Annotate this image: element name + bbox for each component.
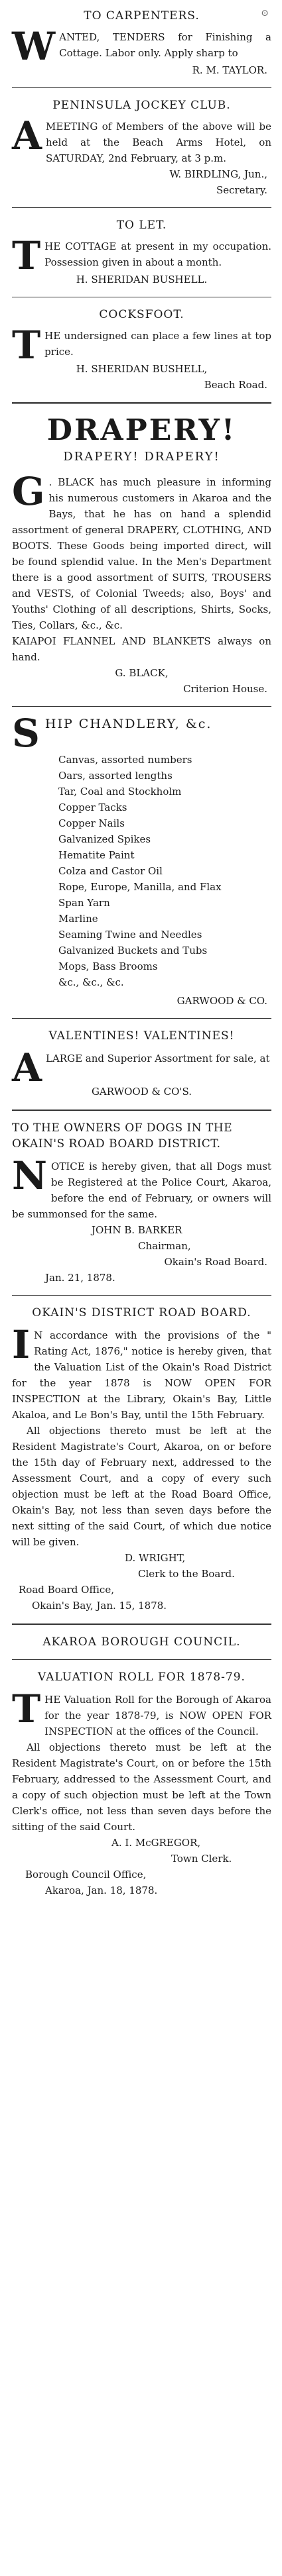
divider <box>12 1623 271 1625</box>
list-item: Rope, Europe, Manilla, and Flax <box>58 881 222 893</box>
ad-signature: H. SHERIDAN BUSHELL. <box>76 274 208 285</box>
ad-subheading: VALUATION ROLL FOR 1878-79. <box>38 1671 246 1684</box>
ad-signature: G. BLACK, <box>115 667 169 679</box>
ad-heading: VALENTINES! VALENTINES! <box>48 1029 235 1043</box>
ad-body: MEETING of Members of the above will be held at the Beach Arms Hotel, on SATURDAY, 2nd February, at 3 p.m. <box>46 121 271 164</box>
dropcap: S <box>12 711 41 756</box>
ad-signature-title: Chairman, <box>138 1240 191 1252</box>
dropcap: T <box>12 1686 41 1731</box>
ad-signature: H. SHERIDAN BUSHELL, <box>76 363 208 375</box>
ad-heading: HIP CHANDLERY, &c. <box>44 717 212 731</box>
list-item: &c., &c., &c. <box>58 976 124 988</box>
list-item: Copper Tacks <box>58 801 127 813</box>
ad-body: ANTED, TENDERS for Finishing a Cottage. Labor only. Apply sharp to <box>59 31 271 59</box>
ad-body: OTICE is hereby given, that all Dogs must be Registered at the Police Court, Akaroa, before the end of February, or owners will be summonsed for the same. <box>12 1160 271 1220</box>
list-item: Seaming Twine and Needles <box>58 929 202 941</box>
ad-heading: COCKSFOOT. <box>99 308 184 321</box>
ad-body: HE Valuation Roll for the Borough of Akaroa for the year 1878-79, is NOW OPEN FOR INSPECTION at the offices of the Council. <box>44 1694 271 1737</box>
ad-to-let <box>12 217 271 287</box>
corner-mark-icon: ⊙ <box>261 8 269 19</box>
ad-title: DRAPERY! <box>46 413 237 447</box>
ad-office: Road Board Office, <box>19 1584 114 1596</box>
ad-cocksfoot <box>12 307 271 393</box>
ad-heading: AKAROA BOROUGH COUNCIL. <box>42 1635 241 1649</box>
ad-body-kaiapoi: KAIAPOI FLANNEL AND BLANKETS always on hand. <box>12 635 271 663</box>
ad-body: HE COTTAGE at present in my occupation. Possession given in about a month. <box>44 240 271 268</box>
ad-signature-title: Clerk to the Board. <box>138 1568 235 1580</box>
dropcap: A <box>12 113 42 158</box>
list-item: Copper Nails <box>58 817 125 829</box>
list-item: Tar, Coal and Stockholm <box>58 786 182 798</box>
ad-signature-title: Town Clerk. <box>171 1853 232 1865</box>
ad-signature: GARWOOD & CO. <box>176 995 267 1007</box>
list-item: Colza and Castor Oil <box>58 865 163 877</box>
ad-signature: JOHN B. BARKER <box>92 1224 182 1236</box>
dropcap: A <box>12 1045 42 1090</box>
dropcap: G <box>12 469 45 514</box>
ad-dog-owners <box>12 1120 271 1286</box>
ad-signature: A. I. McGREGOR, <box>111 1837 201 1849</box>
ad-body-2: All objections thereto must be left at the Resident Magistrate's Court, Akaroa, on or before the 15th day of February next, addressed to the Assessment Court, and a copy of every such objection must be left at the Road Board Office, Okain's Bay, not less than seven days before the next sitting of the said Court, of which due notice will be given. <box>12 1425 271 1548</box>
ad-heading: TO CARPENTERS. <box>84 9 200 23</box>
dropcap: W <box>12 24 56 69</box>
list-item: Mops, Bass Brooms <box>58 960 158 972</box>
list-item: Canvas, assorted numbers <box>58 754 192 766</box>
divider <box>12 1659 271 1660</box>
dropcap: T <box>12 323 41 368</box>
ad-body-2: All objections thereto must be left at the Resident Magistrate's Court, on or before the 15th February, addressed to the Assessment Court, and a copy of such objection must be left at the Town Clerk's office, not less than seven days before the sitting of the said Court. <box>12 1741 271 1833</box>
ad-address: Beach Road. <box>204 379 267 391</box>
ad-office-date: Okain's Bay, Jan. 15, 1878. <box>32 1600 167 1612</box>
list-item: Galvanized Spikes <box>58 833 151 845</box>
divider <box>12 1295 271 1296</box>
list-item: Marline <box>58 913 98 925</box>
ad-signature: D. WRIGHT, <box>125 1552 186 1564</box>
ad-okains-road-board <box>12 1305 271 1614</box>
divider <box>12 87 271 88</box>
ad-date: Jan. 21, 1878. <box>45 1272 115 1284</box>
ad-carpenters <box>12 8 271 78</box>
ad-address: Criterion House. <box>183 683 267 695</box>
list-item: Oars, assorted lengths <box>58 770 173 782</box>
ad-heading: PENINSULA JOCKEY CLUB. <box>52 99 231 112</box>
ad-office-date: Akaroa, Jan. 18, 1878. <box>45 1884 158 1896</box>
dropcap: I <box>12 1322 31 1367</box>
ad-jockey-club <box>12 97 271 198</box>
list-item: Span Yarn <box>58 897 110 909</box>
ad-signature: R. M. TAYLOR. <box>192 64 267 76</box>
ad-body: . BLACK has much pleasure in informing his numerous customers in Akaroa and the Bays, that he has on hand a splendid assortment of general DRAPERY, CLOTHING, AND BOOTS. These Goods being imported direct, will be found splendid value. In the Men's Department there is a good assortment of SUITS, TROUSERS and VESTS, of Colonial Tweeds; also, Boys' and Youths' Clothing of all descriptions, Shirts, Socks, Ties, Collars, &c., &c. <box>12 476 271 631</box>
ad-drapery <box>12 413 271 697</box>
divider <box>12 1018 271 1019</box>
dropcap: N <box>12 1153 48 1198</box>
ad-signature-title: Secretary. <box>216 184 267 196</box>
ad-body: HE undersigned can place a few lines at top price. <box>44 330 271 358</box>
divider <box>12 207 271 208</box>
ad-signature: W. BIRDLING, Jun., <box>169 168 267 180</box>
list-item: Hematite Paint <box>58 849 135 861</box>
ad-body: LARGE and Superior Assortment for sale, at <box>46 1053 270 1064</box>
ad-heading: OKAIN'S DISTRICT ROAD BOARD. <box>32 1306 251 1319</box>
list-item: Galvanized Buckets and Tubs <box>58 945 208 956</box>
ad-signature-title: Okain's Road Board. <box>164 1256 267 1268</box>
dropcap: T <box>12 233 41 278</box>
divider <box>12 402 271 404</box>
item-list <box>58 752 271 990</box>
ad-valentines <box>12 1028 271 1100</box>
ad-body: N accordance with the provisions of the " Rating Act, 1876," notice is hereby given, that the Valuation List of the Okain's Road District for the year 1878 is NOW OPEN FOR INSPECTION at the Library, Okain's Bay, Little Akaloa, and Le Bon's Bay, until the 15th February. <box>12 1329 271 1421</box>
ad-heading: TO LET. <box>116 219 167 232</box>
ad-subtitle: DRAPERY! DRAPERY! <box>63 450 220 464</box>
ad-signature: GARWOOD & CO'S. <box>91 1086 192 1098</box>
ad-ship-chandlery <box>12 711 271 1009</box>
divider <box>12 1109 271 1111</box>
divider <box>12 706 271 707</box>
ad-heading: TO THE OWNERS OF DOGS IN THE OKAIN'S ROAD BOARD DISTRICT. <box>12 1121 233 1151</box>
ad-borough-council <box>12 1634 271 1898</box>
ad-office: Borough Council Office, <box>25 1869 147 1880</box>
